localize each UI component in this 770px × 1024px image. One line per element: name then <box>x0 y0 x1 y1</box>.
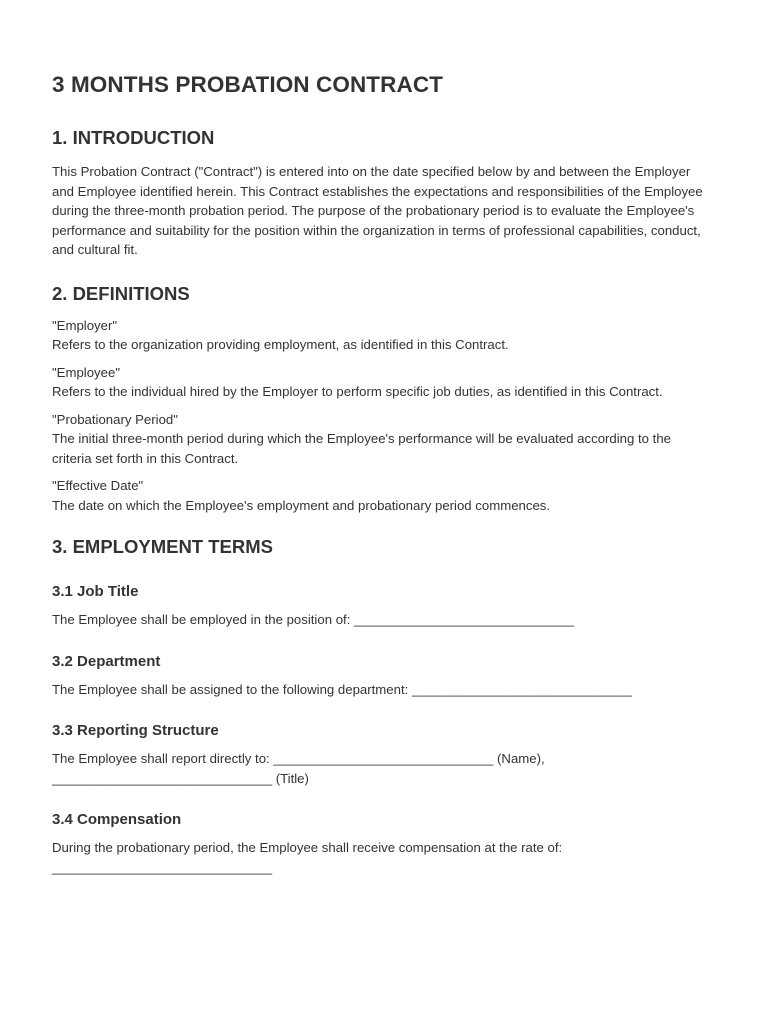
definition-term: "Effective Date" <box>52 478 144 493</box>
definition-text: Refers to the organization providing employment, as identified in this Contract. <box>52 337 509 352</box>
definition-text: The initial three-month period during which the Employee's performance will be evaluated according to the criteria set forth in this Contract. <box>52 431 672 466</box>
reporting-clause: The Employee shall report directly to: ______________________________ (Name), ______________________________ (Title) <box>52 751 545 786</box>
document-title: 3 MONTHS PROBATION CONTRACT <box>52 72 444 97</box>
subsection-heading-compensation: 3.4 Compensation <box>52 811 182 828</box>
subsection-heading-job-title: 3.1 Job Title <box>52 583 139 600</box>
compensation-clause: During the probationary period, the Employee shall receive compensation at the rate of: ______________________________ <box>52 840 563 875</box>
job-title-clause: The Employee shall be employed in the position of: ______________________________ <box>52 612 575 627</box>
subsection-heading-department: 3.2 Department <box>52 652 161 670</box>
definition-term: "Probationary Period" <box>52 411 178 427</box>
definition-term: "Employee" <box>52 364 121 380</box>
section-heading-introduction: 1. INTRODUCTION <box>52 127 215 148</box>
definition-employer <box>52 316 710 355</box>
definition-employee <box>52 363 710 402</box>
introduction-paragraph: This Probation Contract ("Contract") is entered into on the date specified below by and between the Employer and Employee identified herein. This Contract establishes the expectations and responsibilities of the Employee during the three-month probation period. The purpose of the probationary period is to evaluate the Employee's performance and suitability for the position within the organization in terms of professional capabilities, conduct, and cultural fit. <box>52 164 703 257</box>
department-clause: The Employee shall be assigned to the following department: ______________________________ <box>52 681 632 697</box>
section-heading-employment-terms: 3. EMPLOYMENT TERMS <box>52 536 273 557</box>
definition-text: Refers to the individual hired by the Employer to perform specific job duties, as identified in this Contract. <box>52 384 663 399</box>
definition-text: The date on which the Employee's employment and probationary period commences. <box>52 497 551 513</box>
definition-probationary-period <box>52 410 710 469</box>
definition-term: "Employer" <box>52 317 118 333</box>
subsection-heading-reporting-structure: 3.3 Reporting Structure <box>52 722 219 739</box>
section-heading-definitions: 2. DEFINITIONS <box>52 282 190 304</box>
definition-effective-date <box>52 476 710 515</box>
